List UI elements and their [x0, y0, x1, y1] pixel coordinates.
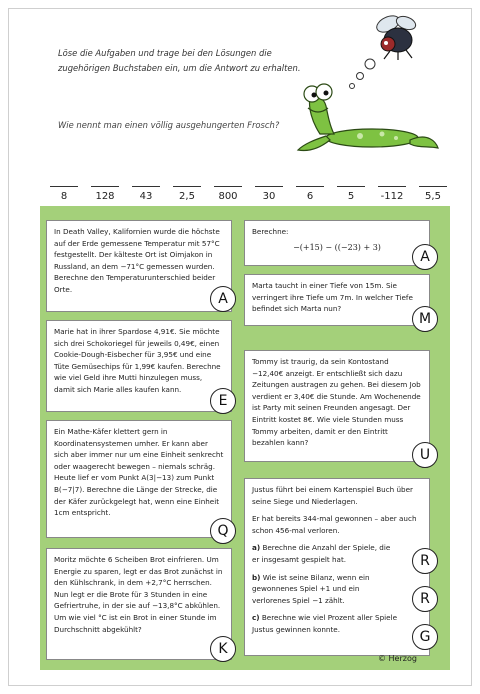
answer-blank[interactable]: [50, 178, 78, 206]
task-card-account: [244, 350, 430, 462]
subtask-text: Wie ist seine Bilanz, wenn ein gewonnenes Spiel +1 und ein verlorenes Spiel −1 zählt.: [252, 572, 370, 605]
task-card-bread: [46, 548, 232, 660]
answer-number: 5,5: [425, 191, 441, 202]
task-text: Moritz möchte 6 Scheiben Brot einfrieren. Um Energie zu sparen, legt er das Brot zunächst in den Kühlschrank, in dem +2,7°C herrschen. Nun legt er die Brote für 3 Stunden in eine Gefriertruhe, in der sie auf −13,8°C abkühlen. Um wie viel °C ist ein Brot in einer Stunde im Durchschnitt abgekühlt?: [54, 555, 223, 634]
answer-number: 8: [60, 191, 68, 202]
answer-blank[interactable]: [419, 178, 447, 206]
answer-blanks: [40, 178, 450, 206]
answer-number: 6: [306, 191, 314, 202]
math-expression: −(+15) − ((−23) + 3): [293, 242, 381, 252]
task-card-cardgame: [244, 478, 430, 656]
answer-number: 128: [95, 191, 115, 202]
answer-blank[interactable]: [378, 178, 406, 206]
task-card-diving: [244, 274, 430, 326]
answer-blank[interactable]: [337, 178, 365, 206]
task-card-calculate: [244, 220, 430, 266]
subtask-b: [252, 572, 422, 607]
letter-badge-r1: R: [412, 548, 438, 574]
letter-badge-q: Q: [210, 518, 236, 544]
letter-badge-u: U: [412, 442, 438, 468]
subtask-text: Berechne die Anzahl der Spiele, die er insgesamt gespielt hat.: [252, 543, 391, 564]
letter-badge-e: E: [210, 388, 236, 414]
letter-badge-a-right: A: [412, 244, 438, 270]
intro-text: Löse die Aufgaben und trage bei den Lösungen die zugehörigen Buchstaben ein, um die Antwort zu erhalten.: [58, 48, 301, 73]
task-stats: Er hat bereits 344-mal gewonnen – aber auch schon 456-mal verloren.: [252, 514, 417, 535]
letter-badge-a: A: [210, 286, 236, 312]
answer-blank[interactable]: [255, 178, 283, 206]
subtask-c: [252, 612, 422, 635]
subtask-prefix: a): [252, 543, 261, 553]
answer-number: 800: [218, 191, 238, 202]
task-text: Marie hat in ihrer Spardose 4,91€. Sie möchte sich drei Schokoriegel für jeweils 0,49€, einen Cookie-Dough-Eisbecher für 3,95€ und eine Tüte Gemüsechips für 1,99€ kaufen. Berechne wie viel Geld ihre Mutti hinzulegen muss, damit sich Marie alles kaufen kann.: [54, 327, 221, 394]
answer-number: 30: [262, 191, 276, 202]
copyright-notice: © Herzog: [378, 654, 417, 663]
answer-number: 2,5: [179, 191, 195, 202]
letter-badge-m: M: [412, 306, 438, 332]
riddle-question: Wie nennt man einen völlig ausgehungerten Frosch?: [58, 120, 280, 130]
answer-blank[interactable]: [132, 178, 160, 206]
subtask-prefix: c): [252, 613, 260, 623]
letter-badge-g: G: [412, 624, 438, 650]
answer-number: 43: [139, 191, 153, 202]
task-card-temperature: [46, 220, 232, 312]
answer-blank[interactable]: [173, 178, 201, 206]
letter-badge-k: K: [210, 636, 236, 662]
answer-blank[interactable]: [214, 178, 242, 206]
answer-number: 5: [347, 191, 355, 202]
subtask-prefix: b): [252, 572, 261, 582]
task-intro: Justus führt bei einem Kartenspiel Buch über seine Siege und Niederlagen.: [252, 485, 413, 506]
answer-blank[interactable]: [91, 178, 119, 206]
letter-badge-r2: R: [412, 586, 438, 612]
task-card-beetle: [46, 420, 232, 538]
answer-number: -112: [380, 191, 404, 202]
subtask-a: [252, 542, 422, 565]
fly-illustration: [366, 14, 426, 62]
task-card-savings: [46, 320, 232, 412]
task-text: Tommy ist traurig, da sein Kontostand −12,40€ anzeigt. Er entschließt sich dazu Zeitungen austragen zu gehen. Bei diesem Job verdient er 3,40€ die Stunde. Am Wochenende ist Party mit seinen Freunden angesagt. Der Eintritt kostet 8€. Wie viele Stunden muss Tommy arbeiten, damit er den Eintritt bezahlen kann?: [252, 357, 421, 448]
task-text: Marta taucht in einer Tiefe von 15m. Sie verringert ihre Tiefe um 7m. In welcher Tiefe befindet sich Marta nun?: [252, 281, 413, 314]
task-label: Berechne:: [252, 227, 289, 236]
answer-blank[interactable]: [296, 178, 324, 206]
task-text: Ein Mathe-Käfer klettert gern in Koordinatensystemen umher. Er kann aber sich aber immer nur um eine Einheit senkrecht oder waagerecht bewegen – niemals schräg. Heute lief er vom Punkt A(3|−13) zum Punkt B(−7|7). Berechne die Länge der Strecke, die der Käfer zurückgelegt hat, wenn eine Einheit 1cm entspricht.: [54, 427, 224, 518]
task-panel: [40, 206, 450, 670]
subtask-text: Berechne wie viel Prozent aller Spiele Justus gewinnen konnte.: [252, 613, 397, 634]
task-text: In Death Valley, Kalifornien wurde die höchste auf der Erde gemessene Temperatur mit 57°C festgestellt. Der kälteste Ort ist Oimjakon in Russland, an dem −71°C gemessen wurden. Berechne den Temperaturunterschied beider Orte.: [54, 227, 220, 294]
